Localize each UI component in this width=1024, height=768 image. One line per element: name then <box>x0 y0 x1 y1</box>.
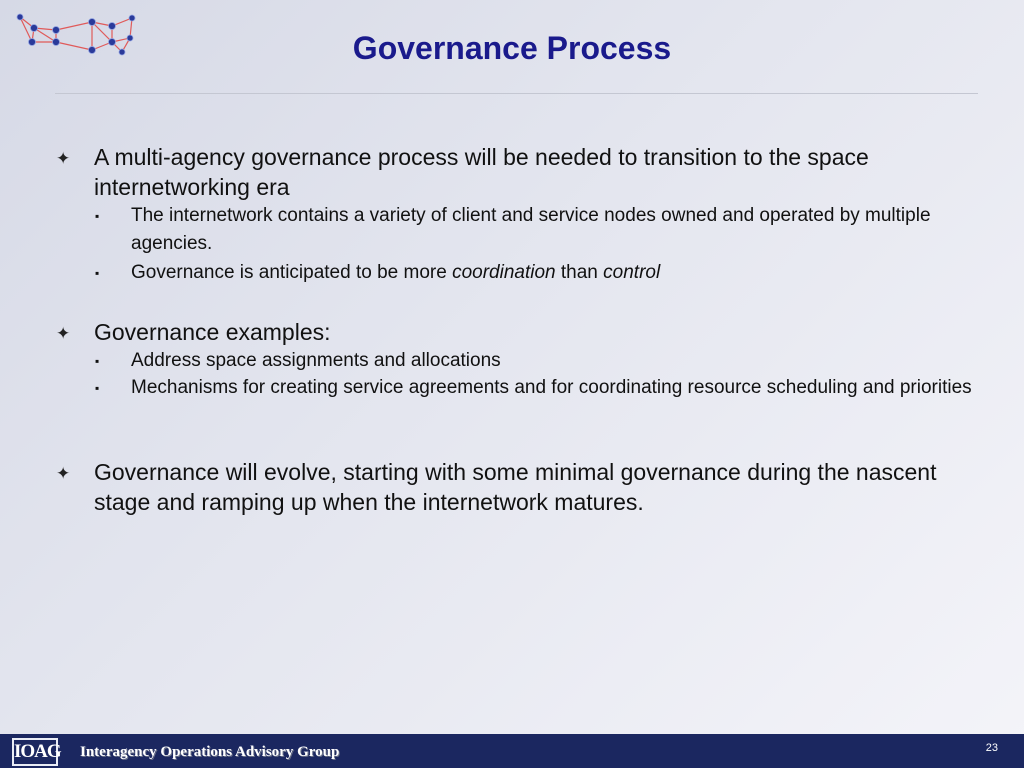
sub-bullet-text: The internetwork contains a variety of client and service nodes owned and operated by multiple agencies. <box>131 205 931 254</box>
bullet-text: Governance examples: <box>94 319 331 345</box>
bullet-item <box>56 142 974 202</box>
bullet-text: Governance will evolve, starting with some minimal governance during the nascent stage and ramping up when the internetwork matures. <box>94 459 937 515</box>
emphasis-coordination: coordination <box>452 262 556 283</box>
bullet-item <box>56 457 974 517</box>
sub-bullet-text-prefix: Governance is anticipated to be more <box>131 262 453 283</box>
slide-title: Governance Process <box>352 30 672 66</box>
square-bullet-icon: ▪ <box>95 209 100 223</box>
square-bullet-icon: ▪ <box>95 381 100 395</box>
title-divider <box>55 93 978 94</box>
sub-bullet-item <box>95 202 981 258</box>
sub-bullet-text: Address space assignments and allocations <box>131 350 501 371</box>
sub-bullet-text-middle: than <box>555 262 604 283</box>
footer-bar <box>0 734 1024 768</box>
bullet-text: A multi-agency governance process will be needed to transition to the space internetworking era <box>94 144 869 200</box>
bullet-item <box>56 317 974 347</box>
square-bullet-icon: ▪ <box>95 266 100 280</box>
four-point-star-icon: ✦ <box>56 324 71 343</box>
four-point-star-icon: ✦ <box>56 149 71 168</box>
emphasis-control: control <box>603 262 661 283</box>
square-bullet-icon: ▪ <box>95 354 100 368</box>
sub-bullet-text: Mechanisms for creating service agreements and for coordinating resource scheduling and priorities <box>131 377 972 398</box>
sub-bullet-item <box>95 259 981 287</box>
sub-bullet-item <box>95 374 981 402</box>
four-point-star-icon: ✦ <box>56 464 71 483</box>
organization-name: Interagency Operations Advisory Group <box>80 744 340 760</box>
sub-bullet-item <box>95 347 981 375</box>
ioag-logo: IOAG <box>12 738 58 766</box>
page-number: 23 <box>985 742 998 754</box>
